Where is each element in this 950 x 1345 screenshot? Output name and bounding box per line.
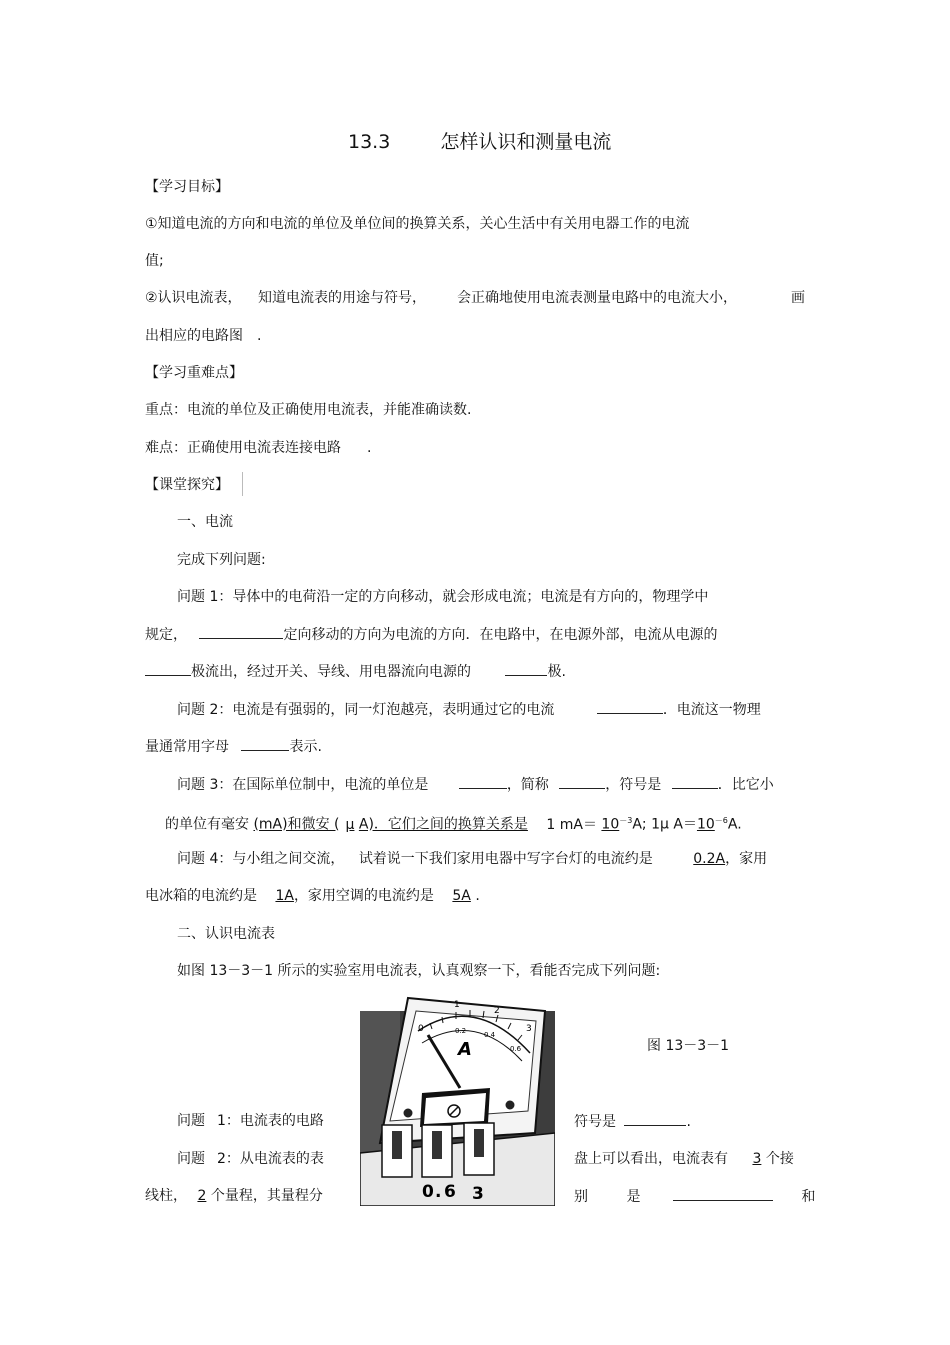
answer-blank[interactable] — [505, 661, 547, 676]
q1-text-3: 极流出，经过开关、导线、用电器流向电源的 — [191, 664, 471, 680]
question-2-line-a — [177, 699, 761, 720]
mq3-text-5: 和 — [801, 1189, 816, 1205]
answer-blank[interactable] — [672, 774, 718, 789]
title-number: 13.3 — [348, 131, 391, 153]
part-1-heading: 一、电流 — [177, 514, 233, 530]
answer-blank[interactable] — [597, 699, 663, 714]
q4-answer-lamp: 0.2A — [693, 851, 726, 867]
mq3-text-2: 个量程，其量程分 — [210, 1188, 323, 1204]
unit-label: A — [458, 1039, 472, 1060]
q4-text-3: ，家用 — [725, 851, 768, 867]
q1-text-4: 极. — [547, 664, 566, 680]
mq2-text-2: 2：从电流表的表 — [217, 1151, 324, 1167]
goal-2-period: . — [257, 328, 262, 344]
ammeter-illustration — [360, 993, 555, 1206]
q3-text-1: 问题 3：在国际单位制中，电流的单位是 — [177, 777, 429, 793]
meter-question-3-left — [145, 1186, 323, 1206]
terminal-label-dot: . — [435, 1182, 442, 1202]
q3-text-5: 的单位有毫安 — [165, 816, 249, 833]
q3-text-2: ，简称 — [506, 777, 549, 793]
q3-answer-10a: 10 — [601, 816, 620, 833]
q3-text-6: (mA)和微安 ( — [253, 816, 340, 833]
meter-question-1-right — [574, 1111, 691, 1132]
section-heading-key: 【学习重难点】 — [145, 365, 243, 381]
q1-text-1: 规定， — [145, 627, 187, 643]
q3-micro: μ — [345, 816, 355, 833]
hard-point — [145, 438, 371, 458]
question-2-line-b — [145, 736, 322, 757]
screw-left — [403, 1108, 413, 1118]
question-1-line-c — [145, 661, 566, 682]
mq2-text-3: 盘上可以看出，电流表有 — [574, 1151, 728, 1167]
answer-blank[interactable] — [459, 774, 507, 789]
answer-blank[interactable] — [199, 624, 283, 639]
scale-bottom-2: 0.4 — [484, 1031, 496, 1039]
scale-bottom-1: 0.2 — [455, 1027, 467, 1035]
q4-answer-fridge: 1A — [275, 888, 294, 904]
screw-right — [505, 1100, 515, 1110]
mq3-text-3: 别 — [574, 1189, 588, 1205]
goal-2-text: 出相应的电路图 — [145, 328, 243, 344]
scale-top-3: 3 — [526, 1024, 532, 1034]
q2-text-3: 量通常用字母 — [145, 739, 229, 755]
q3-exponent-2: －6 — [714, 816, 728, 825]
goal-2-part-d: 画 — [791, 290, 805, 306]
mq2-text-4: 个接 — [765, 1151, 794, 1167]
mq1-text-3: 符号是 — [574, 1114, 616, 1130]
page-title — [348, 130, 611, 154]
answer-blank[interactable] — [241, 736, 289, 751]
scale-zero: 0 — [418, 1024, 424, 1034]
terminal-label-0: 0 — [422, 1182, 434, 1202]
meter-question-1-left — [177, 1111, 324, 1131]
scale-bottom-3: 0.6 — [510, 1045, 522, 1053]
hard-point-period: . — [367, 440, 372, 456]
answer-blank[interactable] — [145, 661, 191, 676]
answer-blank[interactable] — [559, 774, 605, 789]
key-point: 重点：电流的单位及正确使用电流表，并能准确读数. — [145, 402, 472, 418]
mq1-text-1: 问题 — [177, 1113, 205, 1129]
q2-text-4: 表示. — [289, 739, 322, 755]
hard-point-text: 难点：正确使用电流表连接电路 — [145, 440, 341, 456]
q2-text-1: 问题 2：电流是有强弱的，同一灯泡越亮，表明通过它的电流 — [177, 702, 555, 718]
goal-2-part-e — [145, 326, 261, 346]
title-text: 怎样认识和测量电流 — [440, 131, 612, 153]
q2-text-2: ．电流这一物理 — [662, 702, 761, 718]
complete-instruction: 完成下列问题: — [177, 552, 266, 568]
goal-1-line-a: ①知道电流的方向和电流的单位及单位间的换算关系，关心生活中有关用电器工作的电流 — [145, 216, 690, 232]
q3-text-11: A＝ — [673, 816, 697, 833]
adjuster-window-inner — [424, 1093, 486, 1124]
section-heading-explore: 【课堂探究】 — [145, 477, 229, 493]
q3-text-10: 1μ — [651, 816, 669, 833]
question-4-line-a — [177, 849, 767, 869]
mq3-answer-ranges: 2 — [197, 1188, 207, 1204]
question-1-line-b — [145, 624, 717, 645]
q4-text-2: 试着说一下我们家用电器中写字台灯的电流约是 — [358, 851, 653, 867]
q4-text-6: . — [475, 888, 480, 904]
q3-text-8: 1 mA＝ — [546, 816, 597, 833]
figure-caption: 图 13－3－1 — [647, 1038, 730, 1054]
part-2-heading: 二、认识电流表 — [177, 926, 275, 942]
question-3-line-a — [177, 774, 774, 795]
meter-question-3-right — [574, 1186, 815, 1207]
mq2-text-1: 问题 — [177, 1151, 205, 1167]
goal-2-part-a: ②认识电流表， — [145, 290, 242, 306]
q4-text-1: 问题 4：与小组之间交流， — [177, 851, 345, 867]
mq1-text-2: 1：电流表的电路 — [217, 1113, 324, 1129]
q3-text-4: ．比它小 — [717, 777, 774, 793]
section-heading-goals: 【学习目标】 — [145, 179, 229, 195]
goal-1-line-b: 值; — [145, 253, 164, 269]
q3-exponent-1: －3 — [619, 816, 633, 825]
q3-text-9: A; — [632, 816, 647, 833]
question-4-line-b — [145, 886, 480, 906]
q4-answer-ac: 5A — [452, 888, 471, 904]
answer-blank[interactable] — [673, 1186, 773, 1201]
terminal-label-6: 6 — [444, 1182, 456, 1202]
mq3-text-1: 线柱， — [145, 1188, 187, 1204]
meter-question-2-right — [574, 1149, 794, 1169]
question-1-line-a: 问题 1：导体中的电荷沿一定的方向移动，就会形成电流；电流是有方向的，物理学中 — [177, 589, 709, 605]
mq2-answer-terminals: 3 — [752, 1151, 762, 1167]
terminal-label-3: 3 — [472, 1184, 484, 1204]
q3-text-3: ，符号是 — [605, 777, 662, 793]
goal-2-part-c: 会正确地使用电流表测量电路中的电流大小， — [457, 290, 737, 306]
q4-text-5: ，家用空调的电流约是 — [293, 888, 434, 904]
q3-answer-10b: 10 — [696, 816, 715, 833]
scale-top-1: 1 — [454, 1000, 460, 1010]
figure-intro: 如图 13－3－1 所示的实验室用电流表，认真观察一下，看能否完成下列问题: — [177, 963, 661, 979]
goal-2-part-b: 知道电流表的用途与符号， — [258, 290, 426, 306]
q4-text-4: 电冰箱的电流约是 — [145, 888, 257, 904]
q3-text-7: A)．它们之间的换算关系是 — [358, 816, 528, 833]
question-3-line-b — [165, 811, 742, 835]
q3-text-12: A. — [727, 816, 742, 833]
mq3-text-4: 是 — [626, 1189, 641, 1205]
q1-text-2: 定向移动的方向为电流的方向．在电路中，在电源外部，电流从电源的 — [283, 627, 718, 643]
scale-top-2: 2 — [494, 1006, 500, 1016]
mq1-text-4: . — [686, 1114, 691, 1130]
answer-blank[interactable] — [624, 1111, 686, 1126]
meter-question-2-left — [177, 1149, 324, 1169]
